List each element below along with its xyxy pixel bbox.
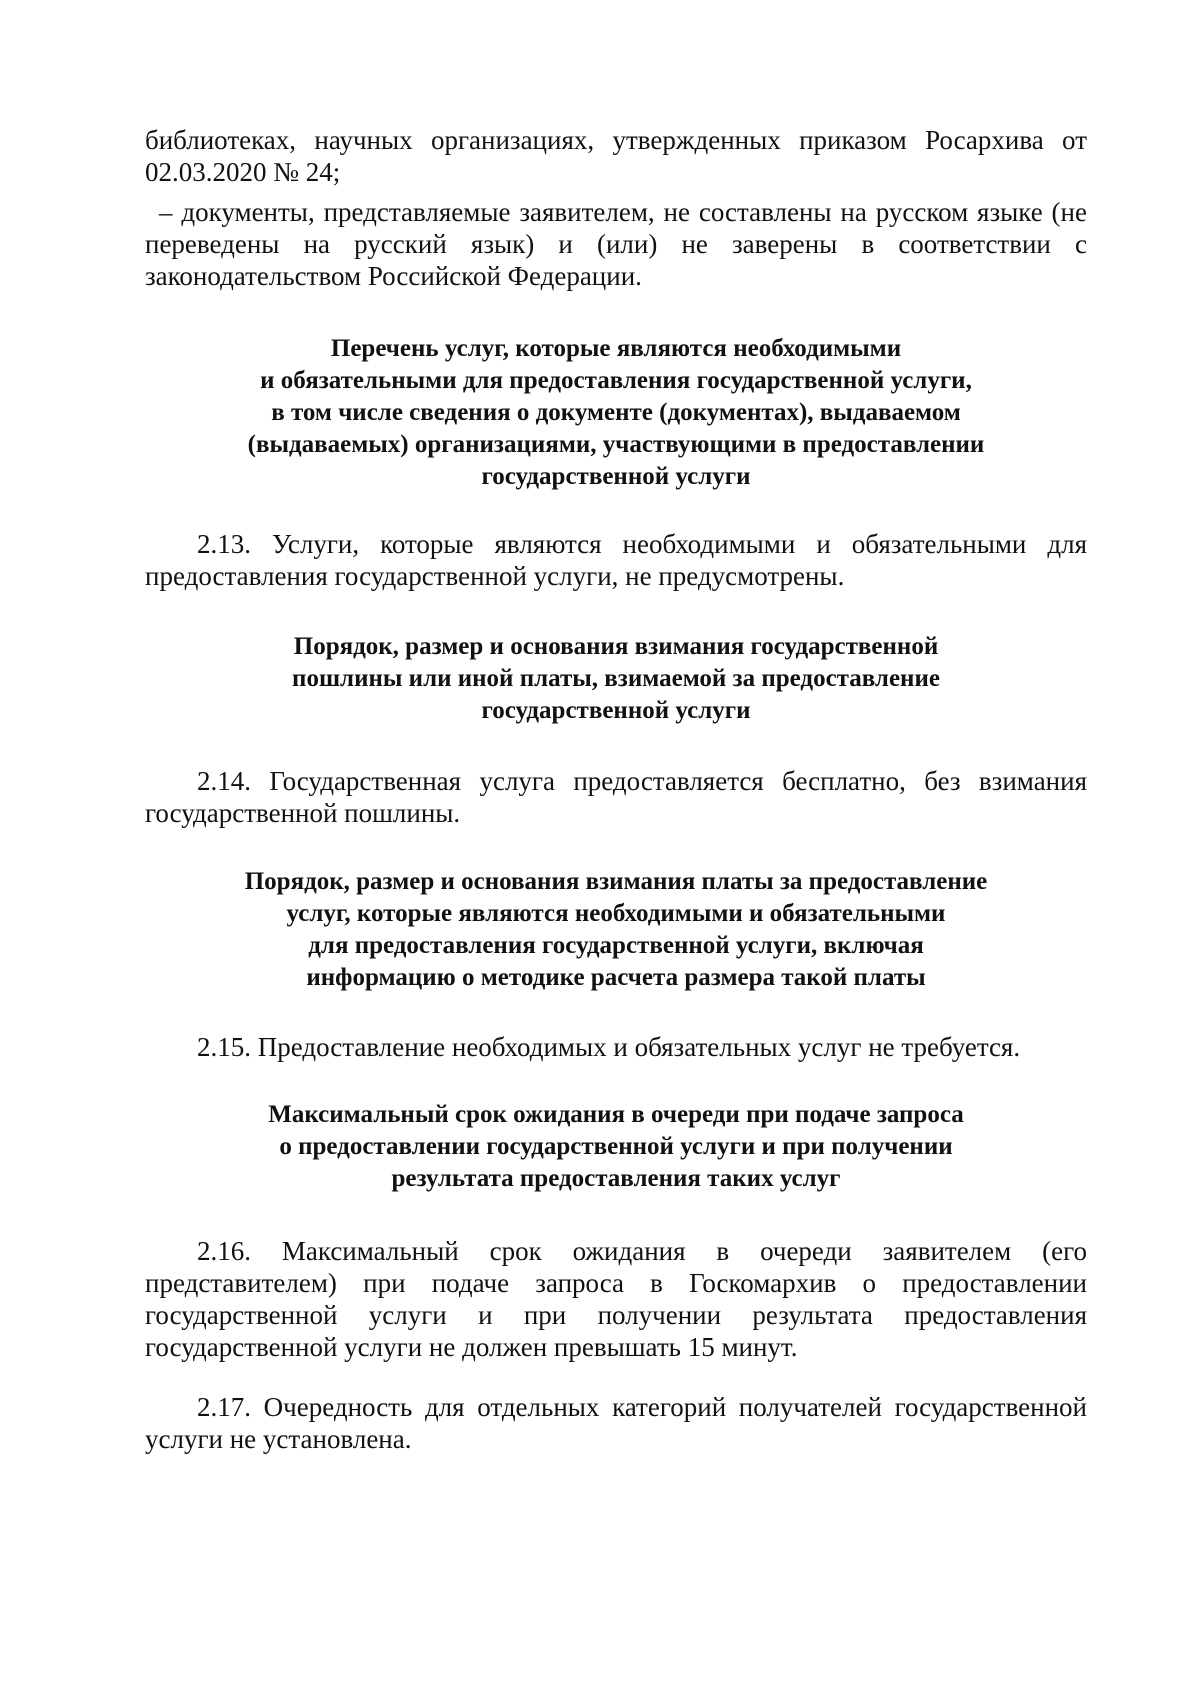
heading-line: пошлины или иной платы, взимаемой за предоставление xyxy=(292,665,940,692)
heading-line: услуг, которые являются необходимыми и обязательными xyxy=(286,900,946,927)
heading-line: о предоставлении государственной услуги и при получении xyxy=(279,1133,953,1160)
heading-line: Порядок, размер и основания взимания платы за предоставление xyxy=(244,868,988,895)
document-body xyxy=(145,124,1087,1455)
section-heading-state-fee xyxy=(145,631,1087,727)
section-heading-fee-for-services xyxy=(145,866,1087,994)
section-heading-queue-time xyxy=(145,1099,1087,1195)
paragraph-2-14: 2.14. Государственная услуга предоставляется бесплатно, без взимания государственной пошлины. xyxy=(145,766,1087,828)
heading-line: для предоставления государственной услуги, включая xyxy=(308,932,924,959)
paragraph-2-17: 2.17. Очередность для отдельных категорий получателей государственной услуги не установлена. xyxy=(145,1392,1087,1454)
heading-line: информацию о методике расчета размера такой платы xyxy=(306,964,926,991)
paragraph-continuation: библиотеках, научных организациях, утвержденных приказом Росархива от 02.03.2020 № 24; xyxy=(145,125,1087,187)
heading-line: государственной услуги xyxy=(481,463,751,490)
heading-line: в том числе сведения о документе (документах), выдаваемом xyxy=(271,399,961,426)
heading-line: государственной услуги xyxy=(481,697,751,724)
heading-line: Перечень услуг, которые являются необходимыми xyxy=(330,335,902,362)
section-heading-required-services xyxy=(145,333,1087,493)
paragraph-2-13: 2.13. Услуги, которые являются необходимыми и обязательными для предоставления государственной услуги, не предусмотрены. xyxy=(145,529,1087,591)
heading-line: и обязательными для предоставления государственной услуги, xyxy=(260,367,972,394)
paragraph-dash-item: – документы, представляемые заявителем, не составлены на русском языке (не переведены на русский язык) и (или) не заверены в соответствии с законодательством Российской Федерации. xyxy=(145,197,1087,291)
paragraph-2-15: 2.15. Предоставление необходимых и обязательных услуг не требуется. xyxy=(197,1032,1021,1062)
heading-line: Максимальный срок ожидания в очереди при подаче запроса xyxy=(268,1101,964,1128)
heading-line: Порядок, размер и основания взимания государственной xyxy=(293,633,939,660)
heading-line: результата предоставления таких услуг xyxy=(391,1165,841,1192)
heading-line: (выдаваемых) организациями, участвующими в предоставлении xyxy=(247,431,985,458)
paragraph-2-16: 2.16. Максимальный срок ожидания в очереди заявителем (его представителем) при подаче запроса в Госкомархив о предоставлении государственной услуги и при получении результата предоставления государственной услуги не должен превышать 15 минут. xyxy=(145,1236,1087,1362)
